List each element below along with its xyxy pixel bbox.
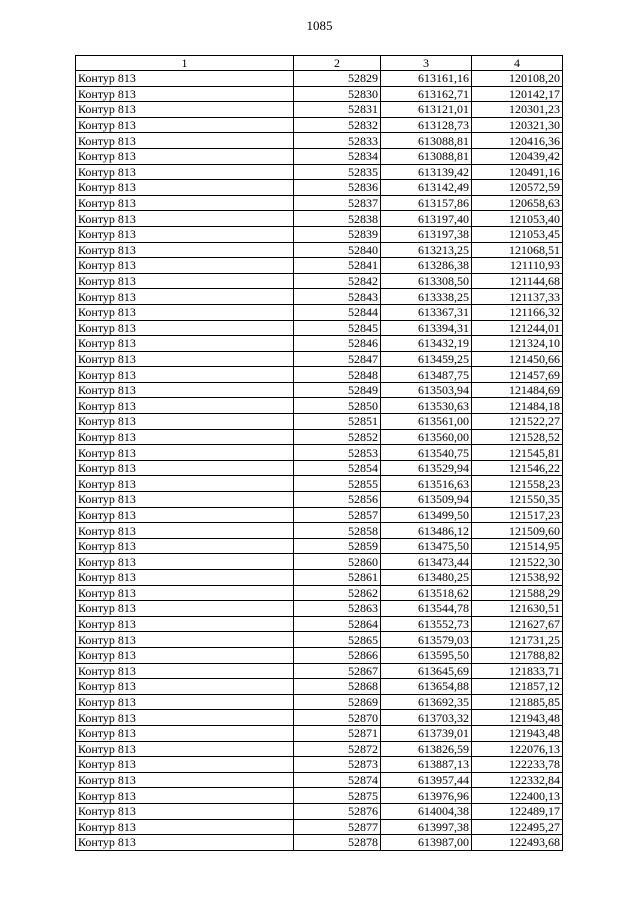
point-number-cell: 52851 bbox=[294, 414, 381, 430]
point-number-cell: 52871 bbox=[294, 725, 381, 741]
contour-name-cell: Контур 813 bbox=[76, 133, 294, 149]
contour-name-cell: Контур 813 bbox=[76, 226, 294, 242]
x-coordinate-cell: 613692,35 bbox=[381, 694, 472, 710]
contour-name-cell: Контур 813 bbox=[76, 710, 294, 726]
table-row bbox=[76, 117, 563, 133]
point-number-cell: 52841 bbox=[294, 258, 381, 274]
contour-name-cell: Контур 813 bbox=[76, 523, 294, 539]
table-row bbox=[76, 476, 563, 492]
y-coordinate-cell: 121545,81 bbox=[472, 445, 563, 461]
contour-name-cell: Контур 813 bbox=[76, 538, 294, 554]
table-row bbox=[76, 320, 563, 336]
y-coordinate-cell: 121053,45 bbox=[472, 226, 563, 242]
table-row bbox=[76, 523, 563, 539]
point-number-cell: 52832 bbox=[294, 117, 381, 133]
contour-name-cell: Контур 813 bbox=[76, 102, 294, 118]
x-coordinate-cell: 613529,94 bbox=[381, 460, 472, 476]
contour-name-cell: Контур 813 bbox=[76, 336, 294, 352]
contour-name-cell: Контур 813 bbox=[76, 273, 294, 289]
y-coordinate-cell: 121517,23 bbox=[472, 507, 563, 523]
point-number-cell: 52835 bbox=[294, 164, 381, 180]
x-coordinate-cell: 613976,96 bbox=[381, 788, 472, 804]
y-coordinate-cell: 120439,42 bbox=[472, 148, 563, 164]
x-coordinate-cell: 613367,31 bbox=[381, 304, 472, 320]
table-row bbox=[76, 164, 563, 180]
point-number-cell: 52868 bbox=[294, 679, 381, 695]
x-coordinate-cell: 613826,59 bbox=[381, 741, 472, 757]
contour-name-cell: Контур 813 bbox=[76, 398, 294, 414]
contour-name-cell: Контур 813 bbox=[76, 616, 294, 632]
point-number-cell: 52867 bbox=[294, 663, 381, 679]
y-coordinate-cell: 120108,20 bbox=[472, 71, 563, 87]
point-number-cell: 52876 bbox=[294, 803, 381, 819]
contour-name-cell: Контур 813 bbox=[76, 788, 294, 804]
table-row bbox=[76, 725, 563, 741]
point-number-cell: 52849 bbox=[294, 382, 381, 398]
y-coordinate-cell: 121588,29 bbox=[472, 585, 563, 601]
y-coordinate-cell: 121630,51 bbox=[472, 601, 563, 617]
y-coordinate-cell: 121788,82 bbox=[472, 647, 563, 663]
point-number-cell: 52859 bbox=[294, 538, 381, 554]
x-coordinate-cell: 613473,44 bbox=[381, 554, 472, 570]
y-coordinate-cell: 120491,16 bbox=[472, 164, 563, 180]
x-coordinate-cell: 613459,25 bbox=[381, 351, 472, 367]
point-number-cell: 52855 bbox=[294, 476, 381, 492]
y-coordinate-cell: 120572,59 bbox=[472, 180, 563, 196]
point-number-cell: 52866 bbox=[294, 647, 381, 663]
x-coordinate-cell: 613161,16 bbox=[381, 71, 472, 87]
y-coordinate-cell: 121943,48 bbox=[472, 725, 563, 741]
table-row bbox=[76, 211, 563, 227]
y-coordinate-cell: 120658,63 bbox=[472, 195, 563, 211]
x-coordinate-cell: 613142,49 bbox=[381, 180, 472, 196]
contour-name-cell: Контур 813 bbox=[76, 148, 294, 164]
table-row bbox=[76, 492, 563, 508]
x-coordinate-cell: 613475,50 bbox=[381, 538, 472, 554]
table-row bbox=[76, 788, 563, 804]
table-row bbox=[76, 647, 563, 663]
point-number-cell: 52856 bbox=[294, 492, 381, 508]
y-coordinate-cell: 121509,60 bbox=[472, 523, 563, 539]
column-header: 4 bbox=[472, 56, 563, 71]
contour-name-cell: Контур 813 bbox=[76, 414, 294, 430]
point-number-cell: 52829 bbox=[294, 71, 381, 87]
table-row bbox=[76, 632, 563, 648]
x-coordinate-cell: 613560,00 bbox=[381, 429, 472, 445]
y-coordinate-cell: 121857,12 bbox=[472, 679, 563, 695]
table-row bbox=[76, 242, 563, 258]
x-coordinate-cell: 613540,75 bbox=[381, 445, 472, 461]
table-row bbox=[76, 819, 563, 835]
contour-name-cell: Контур 813 bbox=[76, 741, 294, 757]
x-coordinate-cell: 613654,88 bbox=[381, 679, 472, 695]
table-row bbox=[76, 679, 563, 695]
table-row bbox=[76, 148, 563, 164]
contour-name-cell: Контур 813 bbox=[76, 772, 294, 788]
contour-name-cell: Контур 813 bbox=[76, 211, 294, 227]
y-coordinate-cell: 121484,18 bbox=[472, 398, 563, 414]
point-number-cell: 52873 bbox=[294, 757, 381, 773]
x-coordinate-cell: 613487,75 bbox=[381, 367, 472, 383]
point-number-cell: 52854 bbox=[294, 460, 381, 476]
y-coordinate-cell: 121324,10 bbox=[472, 336, 563, 352]
x-coordinate-cell: 613997,38 bbox=[381, 819, 472, 835]
y-coordinate-cell: 121558,23 bbox=[472, 476, 563, 492]
contour-name-cell: Контур 813 bbox=[76, 585, 294, 601]
point-number-cell: 52869 bbox=[294, 694, 381, 710]
point-number-cell: 52864 bbox=[294, 616, 381, 632]
y-coordinate-cell: 121885,85 bbox=[472, 694, 563, 710]
contour-name-cell: Контур 813 bbox=[76, 632, 294, 648]
contour-name-cell: Контур 813 bbox=[76, 304, 294, 320]
y-coordinate-cell: 121514,95 bbox=[472, 538, 563, 554]
contour-name-cell: Контур 813 bbox=[76, 679, 294, 695]
point-number-cell: 52837 bbox=[294, 195, 381, 211]
table-row bbox=[76, 445, 563, 461]
table-row bbox=[76, 414, 563, 430]
x-coordinate-cell: 613338,25 bbox=[381, 289, 472, 305]
table-row bbox=[76, 258, 563, 274]
column-header: 3 bbox=[381, 56, 472, 71]
contour-name-cell: Контур 813 bbox=[76, 429, 294, 445]
point-number-cell: 52874 bbox=[294, 772, 381, 788]
point-number-cell: 52843 bbox=[294, 289, 381, 305]
y-coordinate-cell: 121068,51 bbox=[472, 242, 563, 258]
y-coordinate-cell: 122332,84 bbox=[472, 772, 563, 788]
table-row bbox=[76, 570, 563, 586]
x-coordinate-cell: 613213,25 bbox=[381, 242, 472, 258]
point-number-cell: 52844 bbox=[294, 304, 381, 320]
y-coordinate-cell: 121166,32 bbox=[472, 304, 563, 320]
table-row bbox=[76, 835, 563, 851]
point-number-cell: 52846 bbox=[294, 336, 381, 352]
contour-name-cell: Контур 813 bbox=[76, 71, 294, 87]
y-coordinate-cell: 122076,13 bbox=[472, 741, 563, 757]
column-header: 2 bbox=[294, 56, 381, 71]
x-coordinate-cell: 613957,44 bbox=[381, 772, 472, 788]
contour-name-cell: Контур 813 bbox=[76, 320, 294, 336]
y-coordinate-cell: 121731,25 bbox=[472, 632, 563, 648]
x-coordinate-cell: 613197,38 bbox=[381, 226, 472, 242]
table-row bbox=[76, 195, 563, 211]
point-number-cell: 52860 bbox=[294, 554, 381, 570]
table-body bbox=[76, 71, 563, 851]
y-coordinate-cell: 121244,01 bbox=[472, 320, 563, 336]
y-coordinate-cell: 121144,68 bbox=[472, 273, 563, 289]
y-coordinate-cell: 122495,27 bbox=[472, 819, 563, 835]
y-coordinate-cell: 120301,23 bbox=[472, 102, 563, 118]
table-header-row bbox=[76, 56, 563, 71]
x-coordinate-cell: 613703,32 bbox=[381, 710, 472, 726]
contour-name-cell: Контур 813 bbox=[76, 803, 294, 819]
table-row bbox=[76, 507, 563, 523]
point-number-cell: 52845 bbox=[294, 320, 381, 336]
y-coordinate-cell: 121627,67 bbox=[472, 616, 563, 632]
x-coordinate-cell: 613987,00 bbox=[381, 835, 472, 851]
y-coordinate-cell: 122400,13 bbox=[472, 788, 563, 804]
point-number-cell: 52830 bbox=[294, 86, 381, 102]
contour-name-cell: Контур 813 bbox=[76, 725, 294, 741]
point-number-cell: 52847 bbox=[294, 351, 381, 367]
x-coordinate-cell: 613518,62 bbox=[381, 585, 472, 601]
point-number-cell: 52861 bbox=[294, 570, 381, 586]
table-row bbox=[76, 180, 563, 196]
contour-name-cell: Контур 813 bbox=[76, 476, 294, 492]
x-coordinate-cell: 613579,03 bbox=[381, 632, 472, 648]
y-coordinate-cell: 121833,71 bbox=[472, 663, 563, 679]
table-row bbox=[76, 585, 563, 601]
point-number-cell: 52833 bbox=[294, 133, 381, 149]
y-coordinate-cell: 121137,33 bbox=[472, 289, 563, 305]
table-row bbox=[76, 71, 563, 87]
x-coordinate-cell: 613561,00 bbox=[381, 414, 472, 430]
contour-name-cell: Контур 813 bbox=[76, 117, 294, 133]
table-row bbox=[76, 304, 563, 320]
point-number-cell: 52877 bbox=[294, 819, 381, 835]
table-row bbox=[76, 289, 563, 305]
contour-name-cell: Контур 813 bbox=[76, 601, 294, 617]
point-number-cell: 52848 bbox=[294, 367, 381, 383]
table-row bbox=[76, 336, 563, 352]
page-number: 1085 bbox=[306, 18, 333, 33]
x-coordinate-cell: 613887,13 bbox=[381, 757, 472, 773]
x-coordinate-cell: 613530,63 bbox=[381, 398, 472, 414]
x-coordinate-cell: 613509,94 bbox=[381, 492, 472, 508]
table-row bbox=[76, 273, 563, 289]
y-coordinate-cell: 121522,27 bbox=[472, 414, 563, 430]
point-number-cell: 52878 bbox=[294, 835, 381, 851]
x-coordinate-cell: 613157,86 bbox=[381, 195, 472, 211]
y-coordinate-cell: 120142,17 bbox=[472, 86, 563, 102]
table-row bbox=[76, 772, 563, 788]
y-coordinate-cell: 121053,40 bbox=[472, 211, 563, 227]
point-number-cell: 52853 bbox=[294, 445, 381, 461]
point-number-cell: 52850 bbox=[294, 398, 381, 414]
point-number-cell: 52863 bbox=[294, 601, 381, 617]
y-coordinate-cell: 120321,30 bbox=[472, 117, 563, 133]
point-number-cell: 52852 bbox=[294, 429, 381, 445]
y-coordinate-cell: 122489,17 bbox=[472, 803, 563, 819]
table-row bbox=[76, 429, 563, 445]
point-number-cell: 52875 bbox=[294, 788, 381, 804]
contour-name-cell: Контур 813 bbox=[76, 663, 294, 679]
table-row bbox=[76, 757, 563, 773]
x-coordinate-cell: 613645,69 bbox=[381, 663, 472, 679]
contour-name-cell: Контур 813 bbox=[76, 289, 294, 305]
contour-name-cell: Контур 813 bbox=[76, 180, 294, 196]
x-coordinate-cell: 613486,12 bbox=[381, 523, 472, 539]
point-number-cell: 52839 bbox=[294, 226, 381, 242]
table-row bbox=[76, 367, 563, 383]
contour-name-cell: Контур 813 bbox=[76, 164, 294, 180]
contour-name-cell: Контур 813 bbox=[76, 242, 294, 258]
table-row bbox=[76, 538, 563, 554]
table-row bbox=[76, 226, 563, 242]
contour-name-cell: Контур 813 bbox=[76, 258, 294, 274]
contour-name-cell: Контур 813 bbox=[76, 367, 294, 383]
contour-name-cell: Контур 813 bbox=[76, 819, 294, 835]
y-coordinate-cell: 121450,66 bbox=[472, 351, 563, 367]
x-coordinate-cell: 613595,50 bbox=[381, 647, 472, 663]
contour-name-cell: Контур 813 bbox=[76, 554, 294, 570]
point-number-cell: 52872 bbox=[294, 741, 381, 757]
point-number-cell: 52857 bbox=[294, 507, 381, 523]
contour-name-cell: Контур 813 bbox=[76, 507, 294, 523]
y-coordinate-cell: 122493,68 bbox=[472, 835, 563, 851]
x-coordinate-cell: 613516,63 bbox=[381, 476, 472, 492]
contour-name-cell: Контур 813 bbox=[76, 351, 294, 367]
table-row bbox=[76, 694, 563, 710]
contour-name-cell: Контур 813 bbox=[76, 195, 294, 211]
y-coordinate-cell: 122233,78 bbox=[472, 757, 563, 773]
contour-name-cell: Контур 813 bbox=[76, 460, 294, 476]
table-row bbox=[76, 398, 563, 414]
x-coordinate-cell: 613162,71 bbox=[381, 86, 472, 102]
point-number-cell: 52838 bbox=[294, 211, 381, 227]
table-row bbox=[76, 710, 563, 726]
point-number-cell: 52842 bbox=[294, 273, 381, 289]
x-coordinate-cell: 613394,31 bbox=[381, 320, 472, 336]
point-number-cell: 52862 bbox=[294, 585, 381, 601]
contour-name-cell: Контур 813 bbox=[76, 835, 294, 851]
contour-name-cell: Контур 813 bbox=[76, 694, 294, 710]
point-number-cell: 52865 bbox=[294, 632, 381, 648]
table-row bbox=[76, 382, 563, 398]
table-row bbox=[76, 554, 563, 570]
table-row bbox=[76, 351, 563, 367]
x-coordinate-cell: 613088,81 bbox=[381, 133, 472, 149]
x-coordinate-cell: 613480,25 bbox=[381, 570, 472, 586]
table-row bbox=[76, 803, 563, 819]
point-number-cell: 52870 bbox=[294, 710, 381, 726]
contour-name-cell: Контур 813 bbox=[76, 86, 294, 102]
x-coordinate-cell: 613121,01 bbox=[381, 102, 472, 118]
contour-name-cell: Контур 813 bbox=[76, 757, 294, 773]
x-coordinate-cell: 613499,50 bbox=[381, 507, 472, 523]
x-coordinate-cell: 613552,73 bbox=[381, 616, 472, 632]
x-coordinate-cell: 613308,50 bbox=[381, 273, 472, 289]
y-coordinate-cell: 121110,93 bbox=[472, 258, 563, 274]
table-row bbox=[76, 133, 563, 149]
x-coordinate-cell: 613139,42 bbox=[381, 164, 472, 180]
table-row bbox=[76, 102, 563, 118]
x-coordinate-cell: 613503,94 bbox=[381, 382, 472, 398]
y-coordinate-cell: 120416,36 bbox=[472, 133, 563, 149]
contour-name-cell: Контур 813 bbox=[76, 492, 294, 508]
point-number-cell: 52834 bbox=[294, 148, 381, 164]
table-row bbox=[76, 460, 563, 476]
x-coordinate-cell: 613088,81 bbox=[381, 148, 472, 164]
y-coordinate-cell: 121528,52 bbox=[472, 429, 563, 445]
table-row bbox=[76, 741, 563, 757]
contour-name-cell: Контур 813 bbox=[76, 382, 294, 398]
x-coordinate-cell: 613197,40 bbox=[381, 211, 472, 227]
table-row bbox=[76, 663, 563, 679]
column-header: 1 bbox=[76, 56, 294, 71]
y-coordinate-cell: 121457,69 bbox=[472, 367, 563, 383]
contour-name-cell: Контур 813 bbox=[76, 647, 294, 663]
y-coordinate-cell: 121522,30 bbox=[472, 554, 563, 570]
y-coordinate-cell: 121484,69 bbox=[472, 382, 563, 398]
table-row bbox=[76, 616, 563, 632]
y-coordinate-cell: 121550,35 bbox=[472, 492, 563, 508]
y-coordinate-cell: 121943,48 bbox=[472, 710, 563, 726]
y-coordinate-cell: 121546,22 bbox=[472, 460, 563, 476]
table-row bbox=[76, 86, 563, 102]
point-number-cell: 52836 bbox=[294, 180, 381, 196]
x-coordinate-cell: 613432,19 bbox=[381, 336, 472, 352]
point-number-cell: 52831 bbox=[294, 102, 381, 118]
x-coordinate-cell: 613128,73 bbox=[381, 117, 472, 133]
x-coordinate-cell: 613739,01 bbox=[381, 725, 472, 741]
contour-name-cell: Контур 813 bbox=[76, 570, 294, 586]
x-coordinate-cell: 613286,38 bbox=[381, 258, 472, 274]
y-coordinate-cell: 121538,92 bbox=[472, 570, 563, 586]
point-number-cell: 52858 bbox=[294, 523, 381, 539]
coordinates-table bbox=[75, 55, 563, 851]
x-coordinate-cell: 613544,78 bbox=[381, 601, 472, 617]
contour-name-cell: Контур 813 bbox=[76, 445, 294, 461]
table-row bbox=[76, 601, 563, 617]
point-number-cell: 52840 bbox=[294, 242, 381, 258]
x-coordinate-cell: 614004,38 bbox=[381, 803, 472, 819]
